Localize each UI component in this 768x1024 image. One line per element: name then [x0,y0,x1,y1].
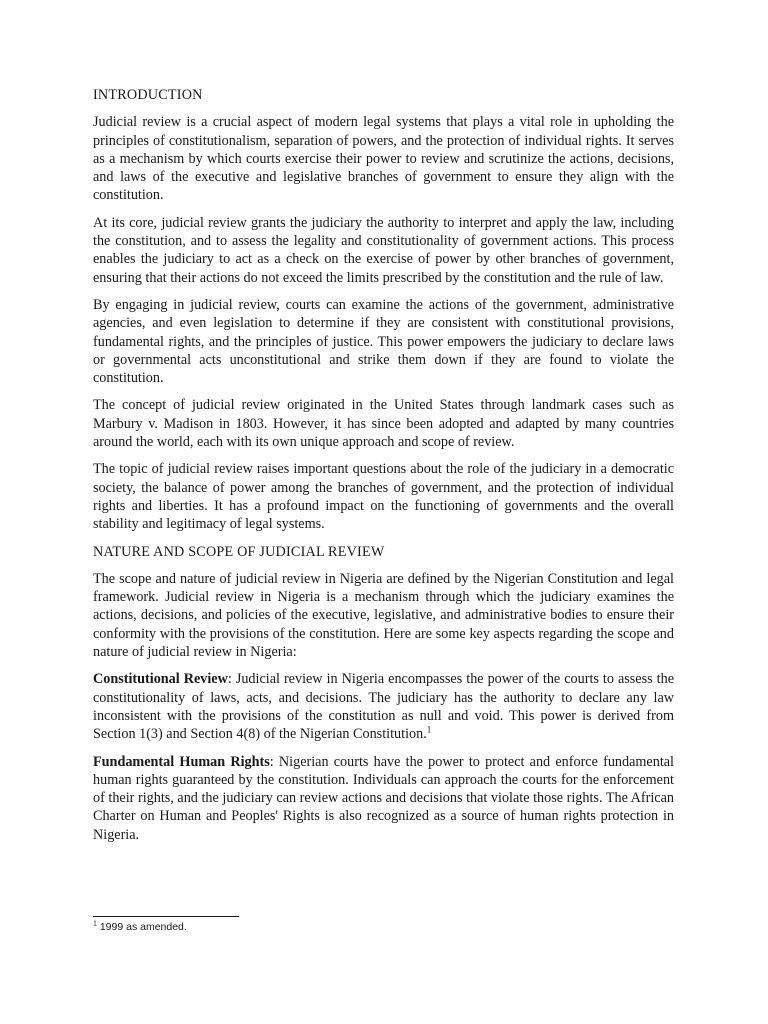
footnote [93,921,187,934]
point-text: : Judicial review in Nigeria encompasses the power of the courts to assess the constitutionality of laws, acts, and decisions. The judiciary has the authority to declare any law inconsistent with the provisions of the constitution as null and void. This power is derived from Section 1(3) and Section 4(8) of the Nigerian Constitution. [93,671,674,743]
point-term: Fundamental Human Rights [93,753,270,770]
footnote-text: 1999 as amended. [96,921,187,933]
point-text: : Nigerian courts have the power to protect and enforce fundamental human rights guaranteed by the constitution. Individuals can approach the courts for the enforcement of their rights, and the judiciary can review actions and decisions that violate those rights. The African Charter on Human and Peoples' Rights is also recognized as a source of human rights protection in Nigeria. [93,753,675,843]
point-fundamental-human-rights [93,753,674,844]
intro-paragraph-5: The topic of judicial review raises important questions about the role of the judiciary in a democratic society, the balance of power among the branches of government, and the protection of individual rights and liberties. It has a profound impact on the functioning of governments and the overall stability and legitimacy of legal systems. [93,461,674,533]
intro-paragraph-4: The concept of judicial review originated in the United States through landmark cases such as Marbury v. Madison in 1803. However, it has since been adopted and adapted by many countries around the world, each with its own unique approach and scope of review. [93,397,674,451]
footnote-separator [93,916,239,917]
footnote-marker: 1 [93,920,97,928]
intro-paragraph-1: Judicial review is a crucial aspect of modern legal systems that plays a vital role in upholding the principles of constitutionalism, separation of powers, and the protection of individual rights. It serves as a mechanism by which courts exercise their power to review and scrutinize the actions, decisions, and laws of the executive and legislative branches of government to ensure they align with the constitution. [93,114,674,204]
section-heading-introduction: INTRODUCTION [93,87,203,103]
point-constitutional-review [93,670,674,743]
nature-scope-intro-paragraph: The scope and nature of judicial review in Nigeria are defined by the Nigerian Constitution and legal framework. Judicial review in Nigeria is a mechanism through which the judiciary examines the actions, decisions, and policies of the executive, legislative, and administrative bodies to ensure their conformity with the provisions of the constitution. Here are some key aspects regarding the scope and nature of judicial review in Nigeria: [93,570,674,661]
intro-paragraph-3: By engaging in judicial review, courts can examine the actions of the government, administrative agencies, and even legislation to determine if they are consistent with constitutional provisions, fundamental rights, and the principles of justice. This power empowers the judiciary to declare laws or governmental acts unconstitutional and strike them down if they are found to violate the constitution. [93,296,674,387]
point-term: Constitutional Review [93,671,228,688]
section-heading-nature-scope: NATURE AND SCOPE OF JUDICIAL REVIEW [93,543,385,560]
footnote-reference[interactable]: 1 [426,724,432,735]
page-content [93,86,674,853]
intro-paragraph-2: At its core, judicial review grants the judiciary the authority to interpret and apply the law, including the constitution, and to assess the legality and constitutionality of government actions. This process enables the judiciary to act as a check on the exercise of power by other branches of government, ensuring that their actions do not exceed the limits prescribed by the constitution and the rule of law. [93,214,674,286]
